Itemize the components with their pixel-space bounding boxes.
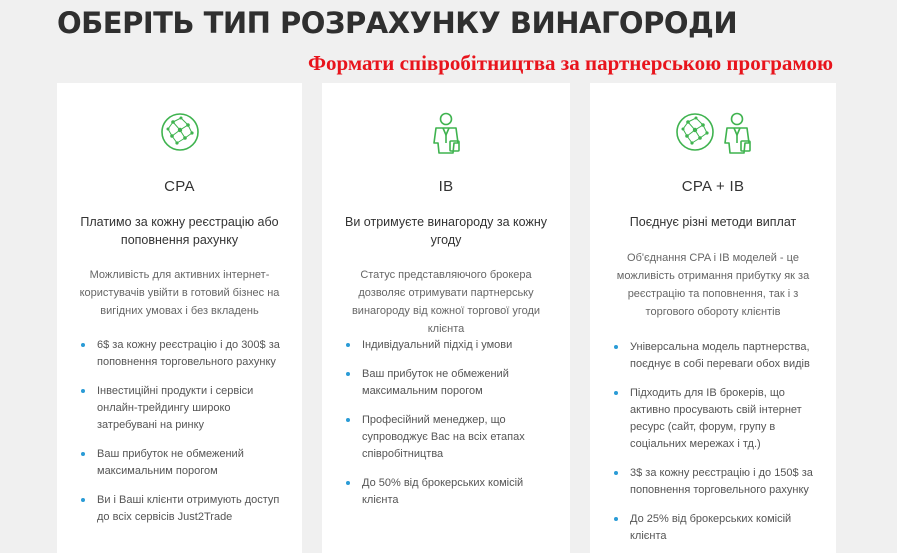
card-ib	[322, 83, 570, 553]
list-item: Універсальна модель партнерства, поєднує в собі переваги обох видів	[614, 339, 822, 373]
card-cpa-ib	[590, 83, 836, 553]
card-cpa	[57, 83, 302, 553]
card-lead: Поєднує різні методи виплат	[629, 215, 797, 229]
card-icon-group	[57, 111, 302, 153]
list-item: Ваш прибуток не обмежений максимальним порогом	[346, 366, 556, 400]
network-globe-icon	[159, 111, 201, 153]
list-item: Інвестиційні продукти і сервіси онлайн-трейдингу широко затребувані на ринку	[81, 383, 288, 434]
list-item: 6$ за кожну реєстрацію і до 300$ за поповнення торговельного рахунку	[81, 337, 288, 371]
list-item: Ви і Ваші клієнти отримують доступ до всіх сервісів Just2Trade	[81, 492, 288, 526]
network-globe-icon	[674, 111, 716, 153]
list-item: До 50% від брокерських комісій клієнта	[346, 475, 556, 509]
card-lead: Ви отримуєте винагороду за кожну угоду	[345, 215, 547, 247]
list-item: До 25% від брокерських комісій клієнта	[614, 511, 822, 545]
card-title: CPA + IB	[681, 178, 745, 195]
card-feature-list	[81, 337, 288, 538]
list-item: Підходить для IB брокерів, що активно просувають свій інтернет ресурс (сайт, форум, групу в соціальних мережах і тд.)	[614, 385, 822, 453]
page-title: ОБЕРІТЬ ТИП РОЗРАХУНКУ ВИНАГОРОДИ	[57, 6, 738, 40]
card-title: IB	[438, 178, 454, 195]
list-item: 3$ за кожну реєстрацію і до 150$ за поповнення торговельного рахунку	[614, 465, 822, 499]
businessman-icon	[722, 111, 752, 155]
card-feature-list	[346, 337, 556, 521]
card-icon-group	[590, 111, 836, 155]
card-icon-group	[322, 111, 570, 155]
businessman-icon	[431, 111, 461, 155]
list-item: Ваш прибуток не обмежений максимальним порогом	[81, 446, 288, 480]
card-title: CPA	[164, 178, 195, 195]
card-lead: Платимо за кожну реєстрацію або поповнення рахунку	[80, 215, 279, 247]
page-subtitle: Формати співробітництва за партнерською програмою	[307, 51, 833, 75]
list-item: Професійний менеджер, що супроводжує Вас на всіх етапах співробітництва	[346, 412, 556, 463]
list-item: Індивідуальний підхід і умови	[346, 337, 556, 354]
card-description: Об'єднання CPA і IB моделей - це можливість отримання прибутку як за реєстрацію та поповнення, так і з торгового обороту клієнтів	[616, 252, 810, 318]
card-description: Статус представляючого брокера дозволяє отримувати партнерську винагороду від кожної торгової угоди клієнта	[351, 269, 541, 335]
card-feature-list	[614, 339, 822, 553]
card-description: Можливість для активних інтернет-користувачів увійти в готовий бізнес на вигідних умовах і без вкладень	[79, 269, 280, 317]
